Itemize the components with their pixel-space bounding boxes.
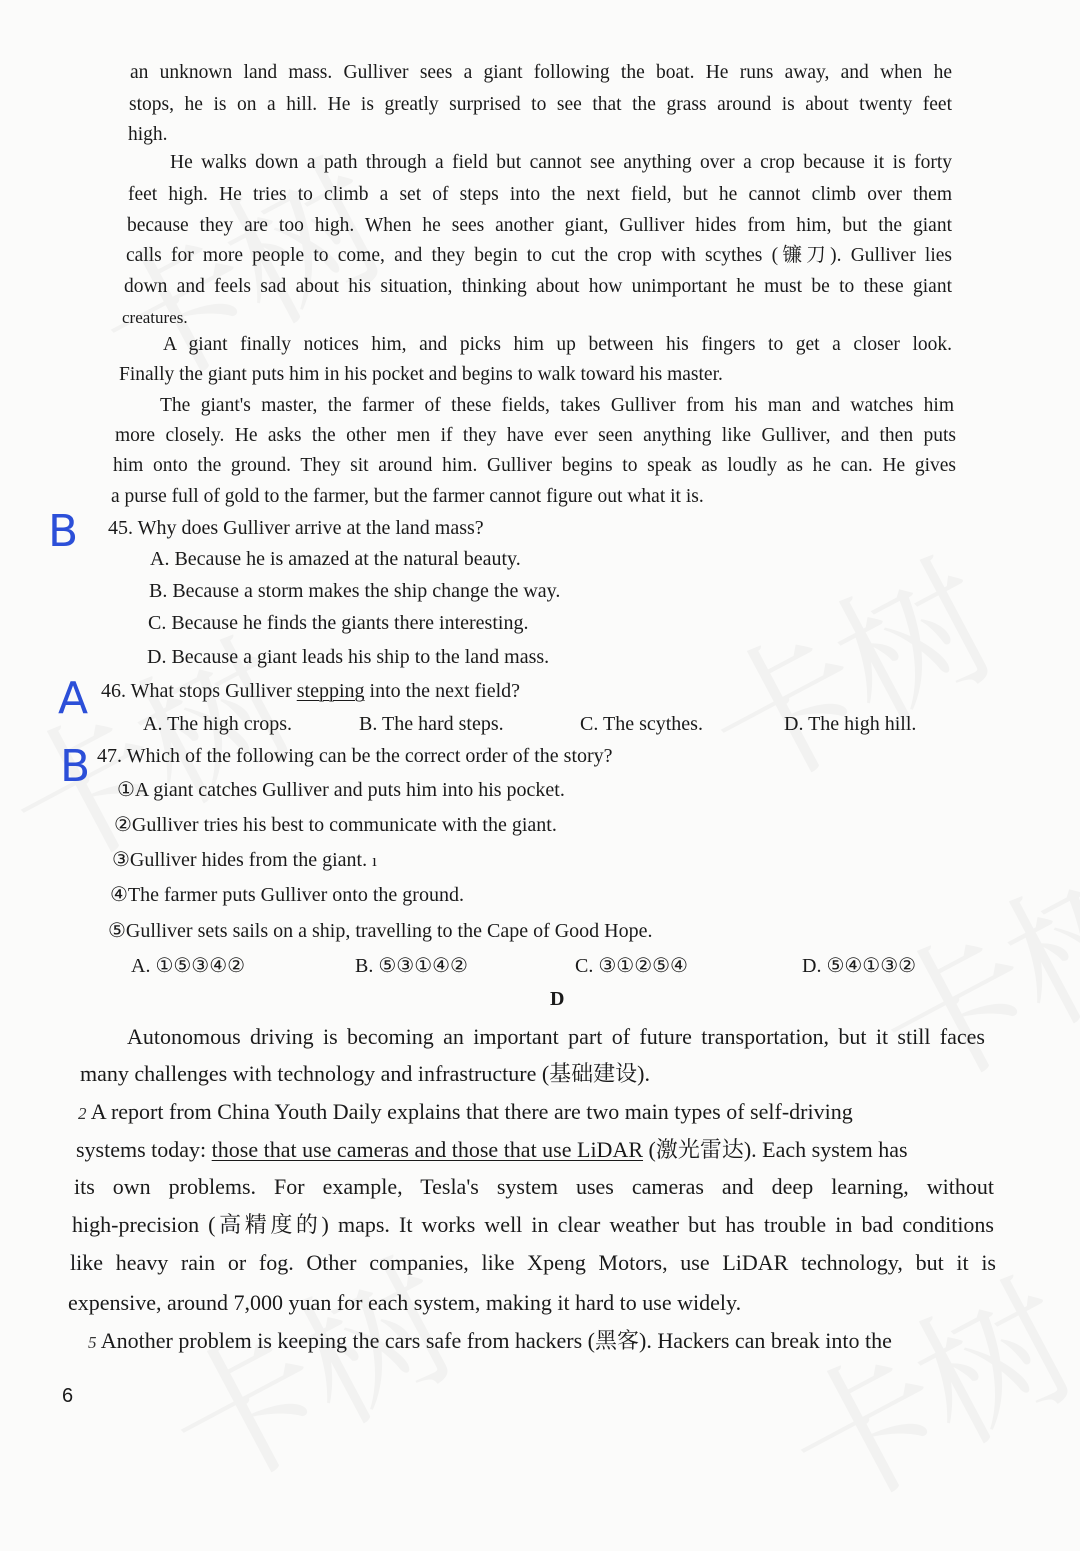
passage-c-line: a purse full of gold to the farmer, but the farmer cannot figure out what it is. — [111, 486, 704, 507]
pencil-mark: 2 — [78, 1104, 87, 1123]
question-45-option: D. Because a giant leads his ship to the land mass. — [147, 646, 550, 668]
handwritten-answer-47: B — [60, 741, 91, 792]
question-46-option: D. The high hill. — [784, 713, 917, 735]
question-46-stem — [101, 677, 520, 705]
passage-c-line: He walks down a path through a field but cannot see anything over a crop because it is forty — [170, 152, 952, 173]
question-46-option: C. The scythes. — [580, 713, 703, 735]
question-47-item: ④The farmer puts Gulliver onto the ground. — [110, 884, 464, 906]
section-heading: D — [550, 988, 565, 1010]
passage-d-line — [76, 1135, 908, 1167]
question-47-option: C. ③①②⑤④ — [575, 955, 688, 977]
question-46-stem-underlined: stepping — [296, 680, 365, 702]
passage-d-line: Autonomous driving is becoming an important part of future transportation, but it still faces — [127, 1024, 985, 1049]
question-46-stem-post: into the next field? — [364, 680, 521, 702]
passage-c-line: because they are too high. When he sees another giant, Gulliver hides from him, but the giant — [127, 215, 952, 236]
passage-d-line — [78, 1097, 990, 1129]
question-47-item: ②Gulliver tries his best to communicate with the giant. — [114, 814, 557, 836]
passage-c-line: more closely. He asks the other men if they have ever seen anything like Gulliver, and then puts — [115, 425, 956, 446]
watermark — [666, 505, 1022, 831]
passage-c-line: an unknown land mass. Gulliver sees a giant following the boat. He runs away, and when he — [130, 62, 952, 83]
question-47-stem: 47. Which of the following can be the correct order of the story? — [97, 745, 613, 767]
question-47-option: B. ⑤③①④② — [355, 955, 468, 977]
passage-d-line: like heavy rain or fog. Other companies, like Xpeng Motors, use LiDAR technology, but it is — [70, 1250, 996, 1275]
passage-d-line: many challenges with technology and infrastructure (基础建设). — [80, 1061, 651, 1086]
handwritten-answer-46: A — [58, 673, 89, 724]
question-47-item: ①A giant catches Gulliver and puts him into his pocket. — [117, 779, 565, 801]
passage-c-line: calls for more people to come, and they begin to cut the crop with scythes (镰刀). Gulliver lies — [126, 245, 952, 266]
page-number: 6 — [62, 1385, 74, 1407]
question-46-option: B. The hard steps. — [359, 713, 504, 735]
question-47-item — [112, 846, 377, 875]
question-46-option: A. The high crops. — [143, 713, 293, 735]
pencil-mark: 5 — [88, 1333, 97, 1352]
passage-d-line: high-precision (高精度的) maps. It works well in clear weather but has trouble in bad conditions — [72, 1212, 994, 1237]
question-46-stem-pre: 46. What stops Gulliver — [101, 680, 297, 702]
passage-d-line: its own problems. For example, Tesla's system uses cameras and deep learning, without — [74, 1174, 994, 1199]
handwritten-answer-45: B — [48, 506, 79, 557]
passage-c-line: him onto the ground. They sit around him. Gulliver begins to speak as loudly as he can. He gives — [113, 455, 956, 476]
passage-d-line-text: Another problem is keeping the cars safe from hackers (黑客). Hackers can break into the — [100, 1328, 892, 1353]
passage-d-line — [88, 1326, 1000, 1358]
question-45-option: A. Because he is amazed at the natural beauty. — [150, 548, 521, 570]
passage-d-text: (激光雷达). Each system has — [643, 1137, 908, 1162]
passage-c-line: down and feels sad about his situation, thinking about how unimportant he must be to these giant — [124, 276, 952, 297]
passage-d-underlined: those that use cameras and those that use LiDAR — [211, 1137, 644, 1162]
passage-c-line: The giant's master, the farmer of these fields, takes Gulliver from his man and watches him — [160, 395, 954, 416]
question-47-item-3: ③Gulliver hides from the giant. — [112, 849, 368, 871]
question-47-option: D. ⑤④①③② — [802, 955, 917, 977]
pencil-mark: ı — [372, 851, 377, 870]
question-45-option: B. Because a storm makes the ship change the way. — [149, 580, 561, 602]
passage-d-text: systems today: — [76, 1137, 212, 1162]
passage-c-line: high. — [128, 124, 168, 145]
passage-c-line: Finally the giant puts him in his pocket and begins to walk toward his master. — [119, 364, 723, 385]
question-47-item: ⑤Gulliver sets sails on a ship, travelling to the Cape of Good Hope. — [108, 920, 653, 942]
passage-c-line: stops, he is on a hill. He is greatly surprised to see that the grass around is about twenty feet — [129, 94, 952, 115]
question-45-option: C. Because he finds the giants there interesting. — [148, 612, 529, 634]
passage-c-line: creatures. — [122, 308, 188, 327]
passage-d-line: expensive, around 7,000 yuan for each system, making it hard to use widely. — [68, 1290, 742, 1315]
passage-c-line: feet high. He tries to climb a set of steps into the next field, but he cannot climb over them — [128, 184, 952, 205]
question-47-option: A. ①⑤③④② — [131, 955, 246, 977]
question-45-stem: 45. Why does Gulliver arrive at the land mass? — [108, 517, 484, 539]
passage-d-line-text: A report from China Youth Daily explains that there are two main types of self-driving — [90, 1099, 853, 1124]
passage-c-line: A giant finally notices him, and picks him up between his fingers to get a closer look. — [163, 334, 952, 355]
